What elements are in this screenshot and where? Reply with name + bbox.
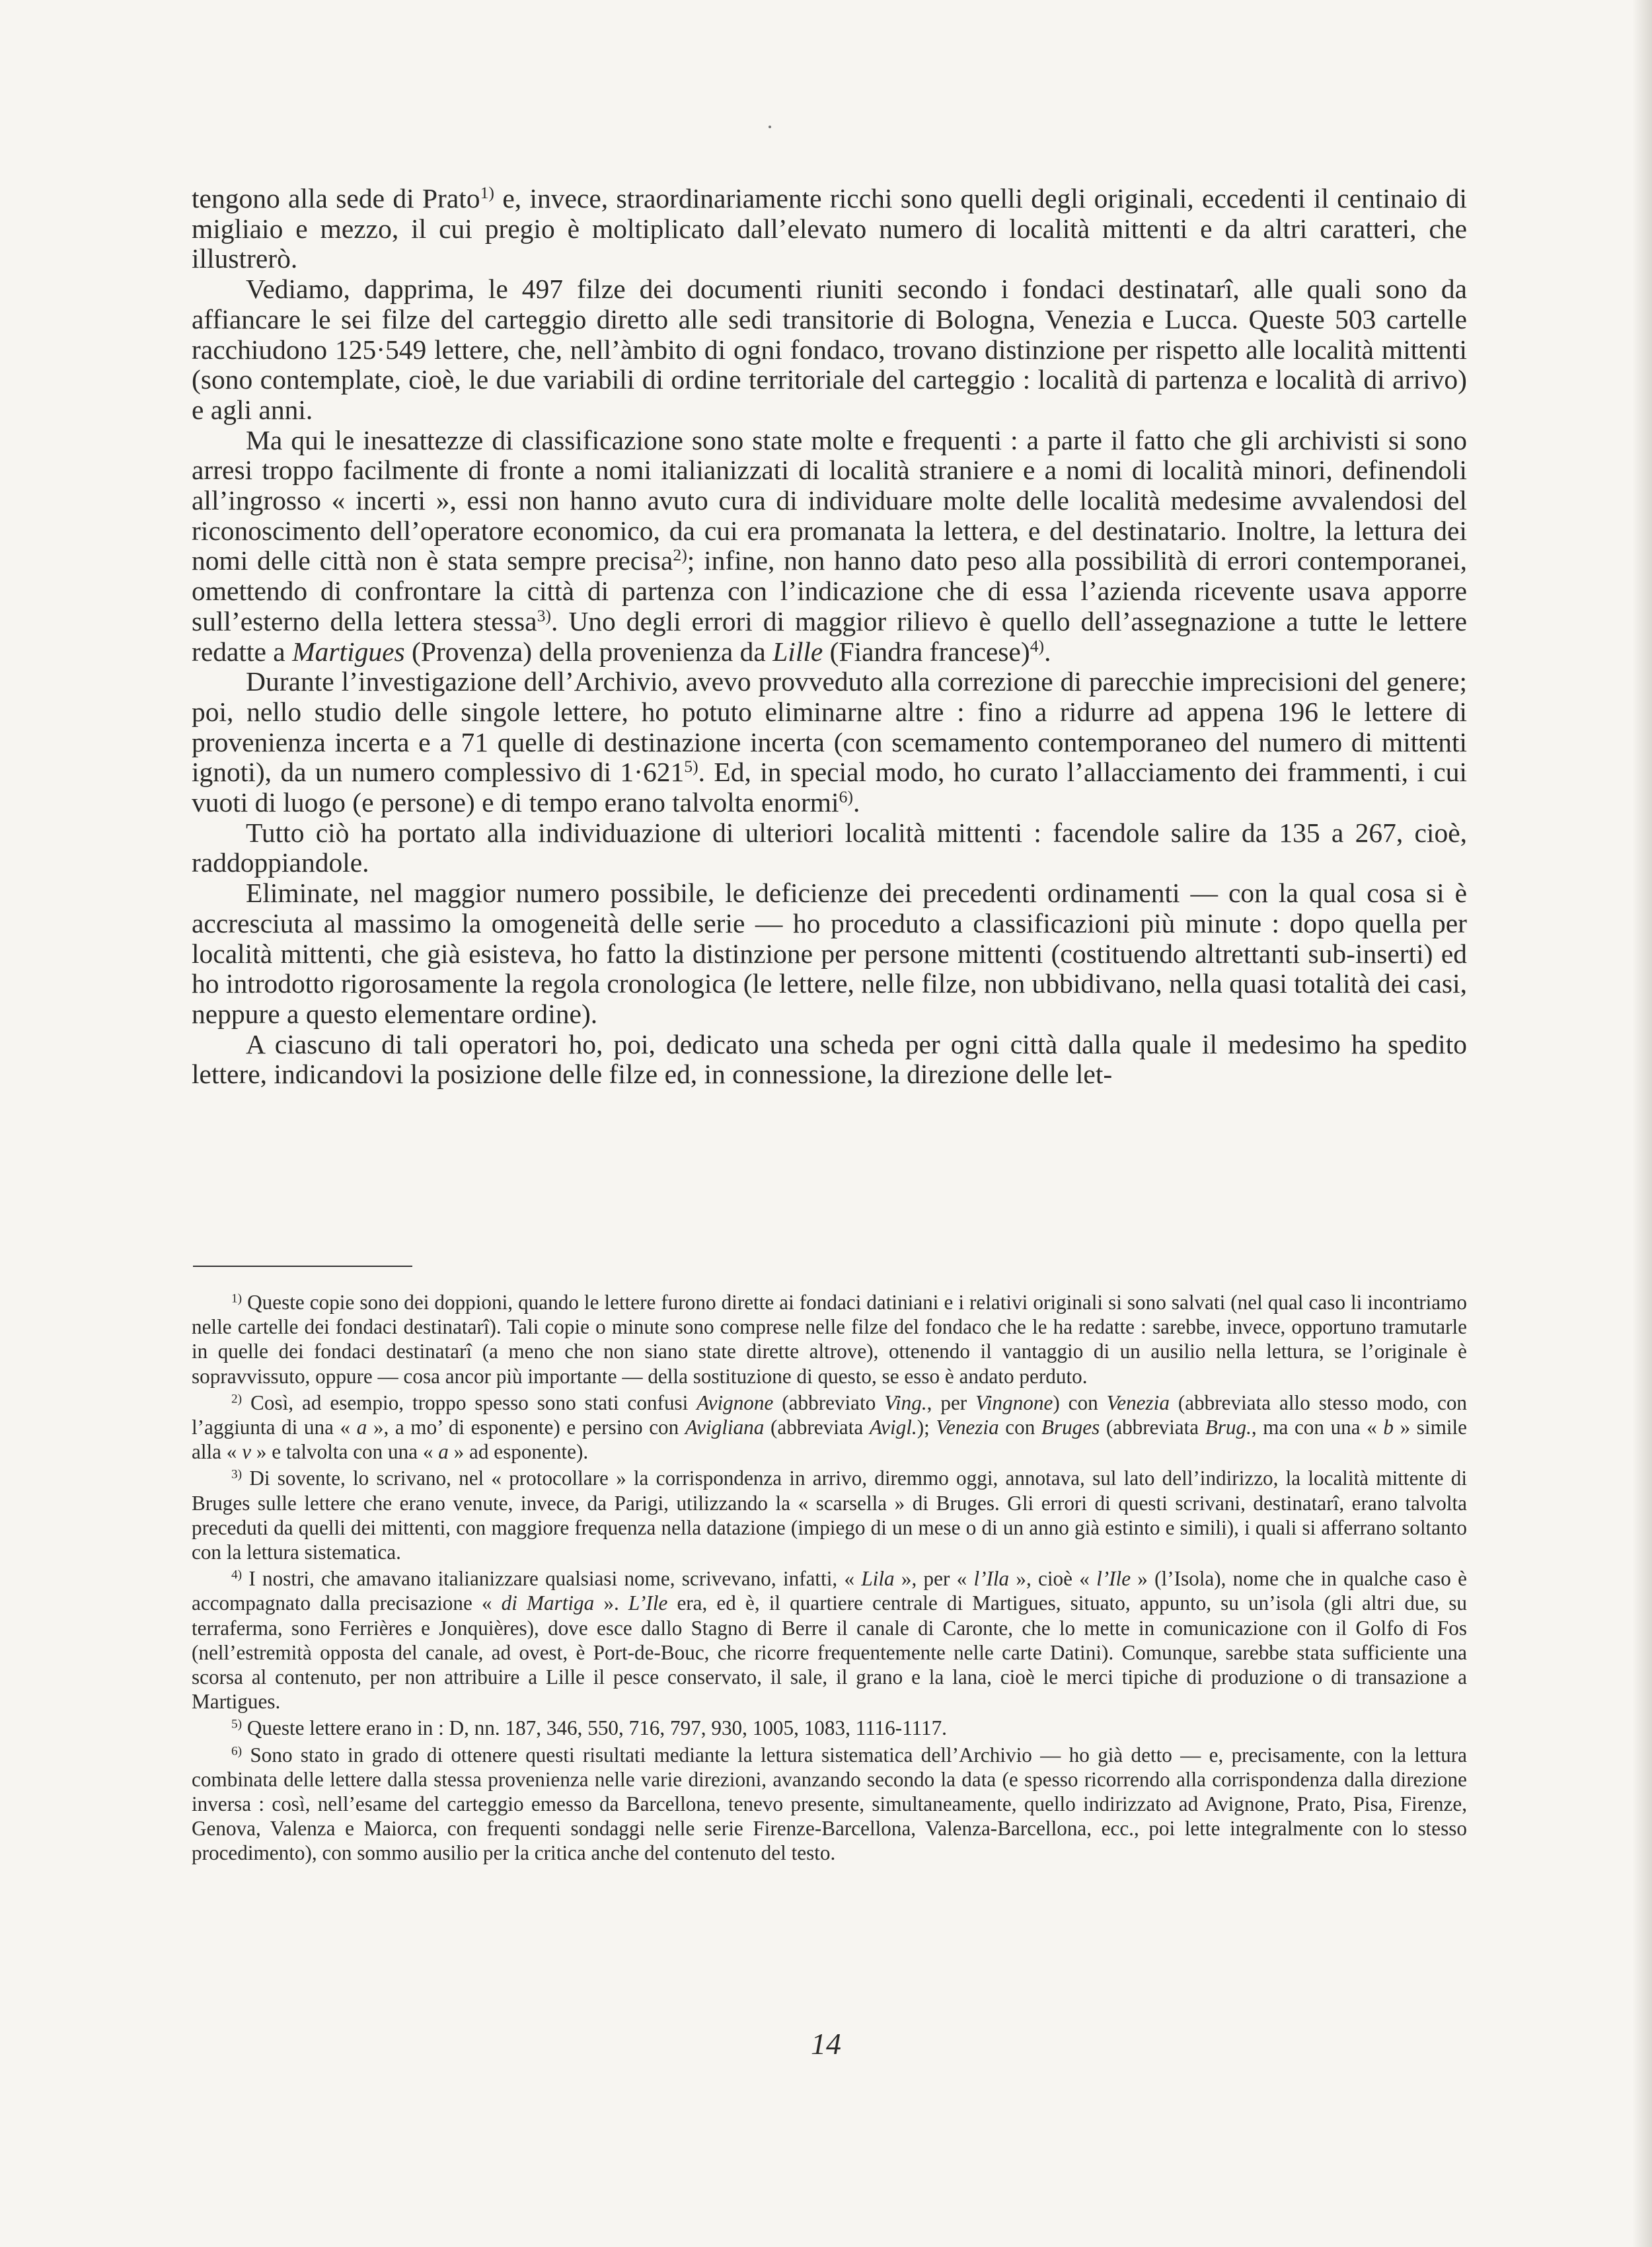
footnote-reference: 6) — [839, 786, 854, 806]
italic-text: Vingnone — [975, 1390, 1053, 1414]
text-run: Sono stato in grado di ottenere questi risultati mediante la lettura sistematica dell’Archivio — ho già detto — e, precisamente, con la lettura combinata delle lettere dalla stessa provenienza nelle varie direzioni, avanzando secondo la data (e spesso ricorrendo alla corrispondenza dalla direzione inversa : così, nell’esame del carteggio emesso da Barcellona, tenevo presente, simultaneamente, quello indirizzato ad Avignone, Prato, Pisa, Firenze, Genova, Valenza e Maiorca, con frequenti sondaggi nelle serie Firenze-Barcellona, Valenza-Barcellona, ecc., poi lette integralmente con lo stesso procedimento), con sommo ausilio per la critica anche del contenuto del testo. — [192, 1743, 1467, 1865]
speck-mark — [769, 126, 771, 128]
italic-text: di Martiga — [501, 1591, 595, 1615]
footnote-marker: 4) — [231, 1568, 243, 1582]
italic-text: a — [438, 1440, 449, 1464]
footnote-reference: 3) — [537, 605, 552, 625]
text-run: . Ed, in special modo, ho curato l’allacciamento dei frammenti, i cui vuoti di luogo (e persone) e di tempo erano talvolta enormi — [192, 757, 1467, 818]
italic-text: Avignone — [696, 1390, 774, 1414]
text-run: Tutto ciò ha portato alla individuazione di ulteriori località mittenti : facendole salire da 135 a 267, cioè, raddoppiandole. — [192, 817, 1467, 878]
text-run: » simile alla « — [192, 1416, 1467, 1464]
body-paragraph — [192, 184, 1467, 274]
text-run: (abbreviata allo stesso modo, con l’aggiunta di una « — [192, 1390, 1468, 1439]
text-run: ) con — [1053, 1390, 1107, 1414]
footnote-marker: 6) — [231, 1744, 243, 1759]
text-run: Durante l’investigazione dell’Archivio, avevo provveduto alla correzione di parecchie imprecisioni del genere; poi, nello studio delle singole lettere, ho potuto eliminarne altre : fino a ridurre ad appena 196 le lettere di provenienza incerta e a 71 quelle di destinazione incerta (con scemamento contemporaneo del numero di mittenti ignoti), da un numero complessivo di 1·621 — [192, 666, 1467, 788]
italic-text: Lille — [772, 636, 823, 667]
text-run: », cioè « — [1009, 1567, 1097, 1591]
italic-text: Bruges — [1041, 1416, 1100, 1439]
footnote-marker: 3) — [231, 1467, 243, 1482]
text-run: A ciascuno di tali operatori ho, poi, dedicato una scheda per ogni città dalla quale il medesimo ha spedito lettere, indicandovi la posizione delle filze ed, in connessione, la direzione delle let- — [192, 1028, 1467, 1090]
text-run: ». — [594, 1591, 628, 1615]
italic-text: b — [1383, 1416, 1394, 1439]
body-paragraph — [192, 426, 1467, 667]
italic-text: Ving. — [884, 1390, 927, 1414]
text-run: Vediamo, dapprima, le 497 filze dei documenti riuniti secondo i fondaci destinatarî, alle quali sono da affiancare le sei filze del carteggio diretto alle sedi transitorie di Bologna, Venezia e Lucca. Queste 503 cartelle racchiudono 125·549 lettere, che, nell’àmbito di ogni fondaco, trovano distinzione per rispetto alle località mittenti (sono contemplate, cioè, le due variabili di ordine territoriale del carteggio : località di partenza e località di arrivo) e agli anni. — [192, 274, 1467, 425]
text-run: . Uno degli errori di maggior rilievo è quello dell’assegnazione a tutte le lettere redatte a — [192, 605, 1467, 667]
body-paragraph — [192, 878, 1467, 1030]
italic-text: l’Ile — [1096, 1567, 1131, 1591]
page-edge-shadow — [1632, 0, 1652, 2247]
footnote — [192, 1390, 1467, 1465]
page-number: 14 — [811, 2027, 841, 2061]
text-run: (abbreviata — [764, 1416, 870, 1439]
footnote-reference: 4) — [1030, 636, 1045, 656]
text-run: I nostri, che amavano italianizzare qualsiasi nome, scrivevano, infatti, « — [242, 1567, 862, 1591]
footnote — [192, 1716, 1467, 1740]
footnote-separator — [193, 1266, 412, 1267]
footnote-marker: 1) — [231, 1291, 243, 1306]
text-run: (Provenza) della provenienza da — [404, 636, 773, 667]
italic-text: Avigliana — [685, 1416, 765, 1439]
text-run: » ad esponente). — [448, 1440, 589, 1464]
text-run: . — [1044, 636, 1051, 667]
text-run: (abbreviato — [773, 1390, 885, 1414]
text-run: » (l’Isola), nome che in qualche caso è accompagnato dalla precisazione « — [192, 1567, 1467, 1615]
text-run: , per — [926, 1390, 976, 1414]
text-run: Ma qui le inesattezze di classificazione sono state molte e frequenti : a parte il fatto che gli archivisti si sono arresi troppo facilmente di fronte a nomi italianizzati di località straniere e a nomi di località minori, definendoli all’ingrosso « incerti », essi non hanno avuto cura di individuare molte delle località medesime avvalendosi del riconoscimento dell’operatore economico, da cui era promanata la lettera, e del destinatario. Inoltre, la lettura dei nomi delle città non è stata sempre precisa — [192, 424, 1467, 576]
footnote-reference: 1) — [480, 182, 494, 202]
text-run: . — [853, 787, 860, 818]
text-run: Queste copie sono dei doppioni, quando le lettere furono dirette ai fondaci datiniani e i relativi originali si sono salvati (nel qual caso li incontriamo nelle cartelle dei fondaci destinatarî). Tali copie o minute sono comprese nelle filze del fondaco che le ha redatte : sarebbe, invece, opportuno tramutarle in quelle dei fondaci destinatarî (a meno che non siano state dirette altrove), ottenendo il vantaggio di un ausilio nella lettura, se l’originale è sopravvissuto, oppure — cosa ancor più importante — della sostituzione di questo, se esso è andato perduto. — [192, 1291, 1467, 1388]
italic-text: Avigl. — [869, 1416, 917, 1439]
text-run: (abbreviata — [1100, 1416, 1205, 1439]
text-run: e, invece, straordinariamente ricchi sono quelli degli originali, eccedenti il centinaio di migliaio e mezzo, il cui pregio è moltiplicato dall’elevato numero di località mittenti e da altri caratteri, che illustrerò. — [192, 183, 1468, 274]
footnote-marker: 5) — [231, 1717, 243, 1732]
footnote-marker: 2) — [231, 1392, 243, 1406]
text-run: (Fiandra francese) — [823, 636, 1030, 667]
italic-text: Lila — [861, 1567, 895, 1591]
footnote — [192, 1290, 1467, 1389]
text-run: ); — [917, 1416, 936, 1439]
italic-text: Brug. — [1205, 1416, 1252, 1439]
italic-text: v — [242, 1440, 252, 1464]
body-paragraph — [192, 1030, 1467, 1090]
footnote — [192, 1566, 1467, 1714]
text-run: » e talvolta con una « — [251, 1440, 439, 1464]
body-paragraph — [192, 667, 1467, 818]
text-run: Eliminate, nel maggior numero possibile, le deficienze dei precedenti ordinamenti — con la qual cosa si è accresciuta al massimo la omogeneità delle serie — ho proceduto a classificazioni più minute : dopo quella per località mittenti, che già esisteva, ho fatto la distinzione per persone mittenti (costituendo altrettanti sub-inserti) ed ho introdotto rigorosamente la regola cronologica (le lettere, nelle filze, non ubbidivano, nella quasi totalità dei casi, neppure a questo elementare ordine). — [192, 878, 1467, 1029]
footnote — [192, 1466, 1467, 1564]
text-run: con — [998, 1416, 1041, 1439]
footnote-reference: 2) — [673, 545, 687, 565]
body-paragraph — [192, 818, 1467, 878]
footnote-reference: 5) — [684, 757, 698, 777]
text-run: Di sovente, lo scrivano, nel « protocollare » la corrispondenza in arrivo, diremmo oggi, annotava, sul lato dell’indirizzo, la località mittente di Bruges sulle lettere che erano venute, invece, da Parigi, utilizzando la « scarsella » di Bruges. Gli errori di questi scrivani, destinatarî, erano talvolta preceduti da quelli dei mittenti, con maggiore frequenza nella datazione (impiego di un mese o di un anno già estinto e simili), i quali si afferrano soltanto con la lettura sistematica. — [192, 1466, 1467, 1564]
text-run: , ma con una « — [1251, 1416, 1384, 1439]
body-paragraph — [192, 274, 1467, 426]
text-run: tengono alla sede di Prato — [192, 183, 480, 213]
text-run: », a mo’ di esponente) e persino con — [367, 1416, 685, 1439]
italic-text: Venezia — [1106, 1390, 1170, 1414]
italic-text: L’Ile — [628, 1591, 668, 1615]
italic-text: Venezia — [936, 1416, 999, 1439]
italic-text: Martigues — [292, 636, 405, 667]
italic-text: a — [356, 1416, 367, 1439]
footnote — [192, 1743, 1467, 1866]
text-run: era, ed è, il quartiere centrale di Martigues, situato, appunto, su un’isola (gli altri due, su terraferma, sono Ferrières e Jonquières), dove esce dallo Stagno di Berre il canale di Caronte, che lo mette in comunicazione con il Golfo di Fos (nell’estremità opposta del canale, ad ovest, è Port-de-Bouc, che ricorre frequentemente nelle carte Datini). Comunque, sarebbe stata sufficiente una scorsa al contenuto, per non attribuire a Lille il pesce conservato, il sale, il grano e la lana, cioè le merci tipiche di produzione o di transazione a Martigues. — [192, 1591, 1467, 1714]
body-text — [192, 184, 1467, 1090]
text-run: », per « — [894, 1567, 974, 1591]
text-run: ; infine, non hanno dato peso alla possibilità di errori contemporanei, omettendo di confrontare la città di partenza con l’indicazione che di essa l’azienda ricevente usava apporre sull’esterno della lettera stessa — [192, 545, 1467, 636]
footnotes-section — [192, 1290, 1467, 1868]
italic-text: l’Ila — [973, 1567, 1010, 1591]
text-run: Queste lettere erano in : D, nn. 187, 346, 550, 716, 797, 930, 1005, 1083, 1116-1117. — [242, 1716, 947, 1740]
text-run: Così, ad esempio, troppo spesso sono stati confusi — [242, 1390, 697, 1414]
